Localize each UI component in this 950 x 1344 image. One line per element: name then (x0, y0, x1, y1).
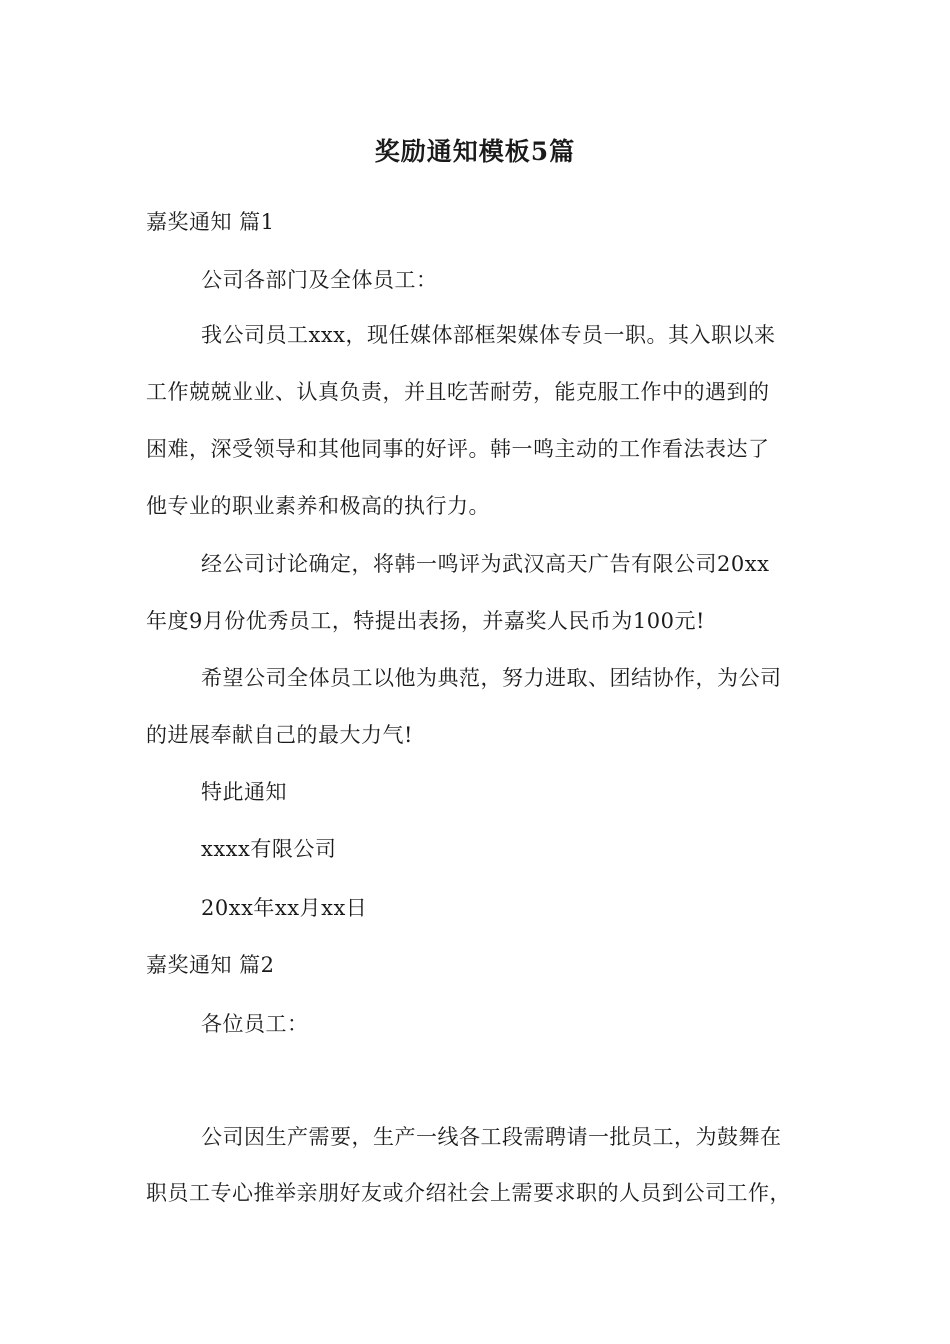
signature-date: 20xx年xx月xx日 (201, 896, 368, 920)
closing-line: 特此通知 (201, 780, 287, 804)
body-line: 他专业的职业素养和极高的执行力。 (146, 494, 490, 518)
body-line: 我公司员工xxx，现任媒体部框架媒体专员一职。其入职以来 (201, 323, 776, 347)
section-heading-1: 嘉奖通知 篇1 (146, 210, 275, 234)
body-line: 公司因生产需要，生产一线各工段需聘请一批员工，为鼓舞在 (201, 1125, 782, 1149)
body-line: 经公司讨论确定，将韩一鸣评为武汉高天广告有限公司20xx (201, 552, 770, 576)
body-line: 年度9月份优秀员工，特提出表扬，并嘉奖人民币为100元! (146, 609, 705, 633)
body-line: 职员工专心推举亲朋好友或介绍社会上需要求职的人员到公司工作， (146, 1181, 791, 1205)
body-line: 困难，深受领导和其他同事的好评。韩一鸣主动的工作看法表达了 (146, 437, 770, 461)
document-title: 奖励通知模板5篇 (374, 137, 576, 166)
body-line: 的进展奉献自己的最大力气! (146, 723, 413, 747)
signature-company: xxxx有限公司 (201, 837, 337, 861)
body-line: 希望公司全体员工以他为典范，努力进取、团结协作，为公司 (201, 666, 782, 690)
salutation: 各位员工： (201, 1012, 309, 1036)
salutation: 公司各部门及全体员工： (201, 268, 438, 292)
body-line: 工作兢兢业业、认真负责，并且吃苦耐劳，能克服工作中的遇到的 (146, 380, 770, 404)
section-heading-2: 嘉奖通知 篇2 (146, 953, 275, 977)
